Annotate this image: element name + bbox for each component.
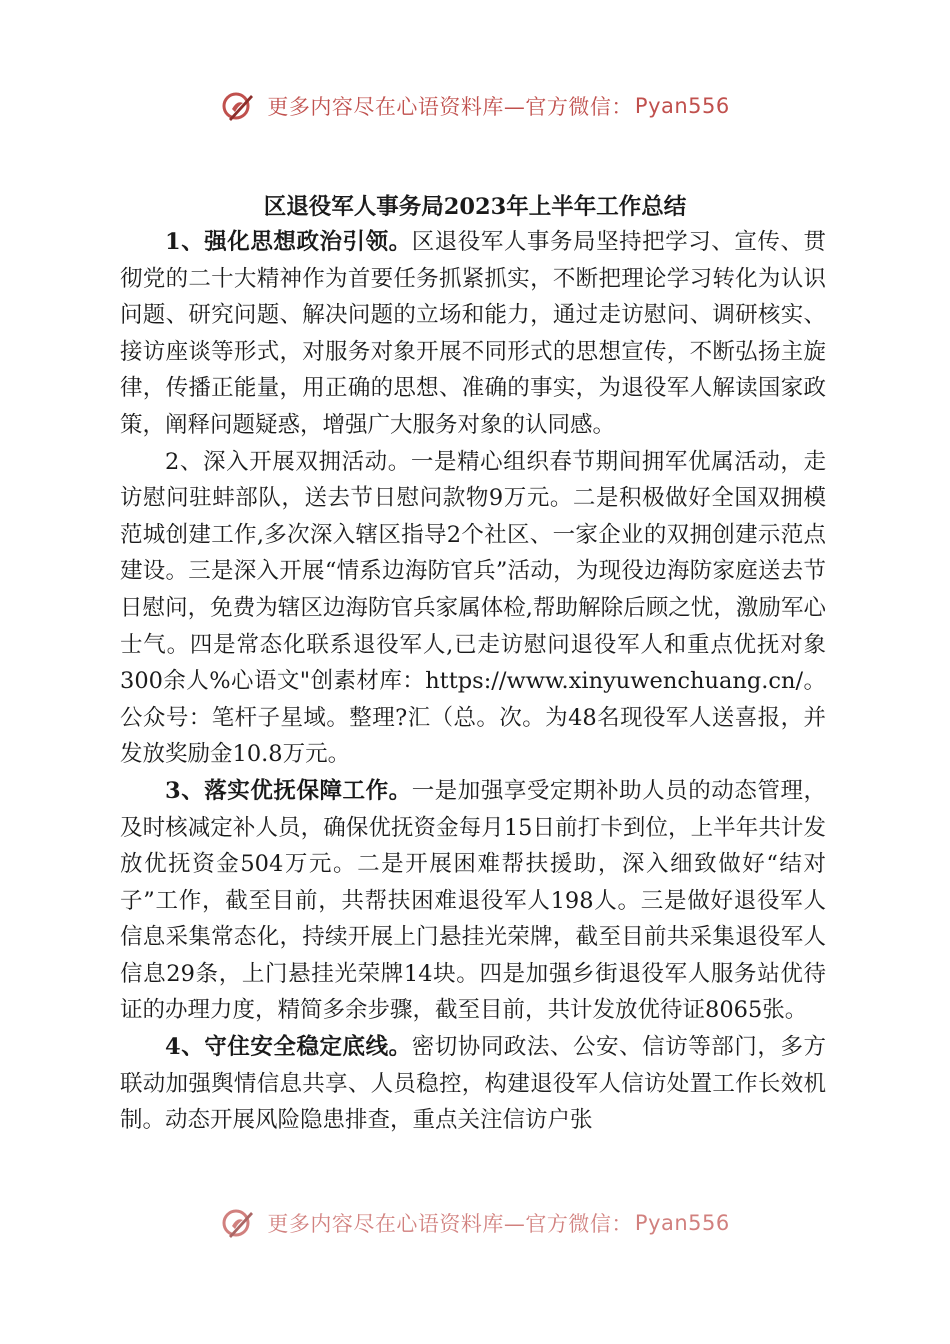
section-4-heading: 4、守住安全稳定底线。 [165, 1034, 412, 1061]
section-4-body: 密切协同政法、公安、信访等部门，多方联动加强舆情信息共享、人员稳控，构建退役军人信访处置工作长效机制。动态开展风险隐患排查，重点关注信访户张 [120, 1034, 826, 1134]
section-3-heading: 3、落实优抚保障工作。 [165, 777, 412, 804]
section-1-heading: 1、强化思想政治引领。 [165, 229, 412, 255]
section-1 [120, 224, 826, 444]
section-3-body: 一是加强享受定期补助人员的动态管理，及时核减定补人员，确保优抚资金每月15日前打卡到位，上半年共计发放优抚资金504万元。二是开展困难帮扶援助，深入细致做好“结对子”工作，截至目前，共帮扶困难退役军人198人。三是做好退役军人信息采集常态化，持续开展上门悬挂光荣牌，截至目前共采集退役军人信息29条，上门悬挂光荣牌14块。四是加强乡街退役军人服务站优待证的办理力度，精简多余步骤，截至目前，共计发放优待证8065张。 [120, 777, 826, 1024]
section-2 [120, 444, 826, 773]
watermark-footer [0, 1205, 950, 1241]
document-title: 区退役军人事务局2023年上半年工作总结 [263, 194, 687, 220]
section-1-body: 区退役军人事务局坚持把学习、宣传、贯彻党的二十大精神作为首要任务抓紧抓实，不断把理论学习转化为认识问题、研究问题、解决问题的立场和能力，通过走访慰问、调研核实、接访座谈等形式，对服务对象开展不同形式的思想宣传，不断弘扬主旋律，传播正能量，用正确的思想、准确的事实，为退役军人解读国家政策，阐释问题疑惑，增强广大服务对象的认同感。 [120, 229, 826, 438]
section-2-heading: 2、深入开展双拥活动。 [165, 448, 411, 475]
pen-logo-icon [220, 88, 256, 124]
section-2-body: 一是精心组织春节期间拥军优属活动，走访慰问驻蚌部队，送去节日慰问款物9万元。二是积极做好全国双拥模范城创建工作,多次深入辖区指导2个社区、一家企业的双拥创建示范点建设。三是深入开展“情系边海防官兵”活动，为现役边海防家庭送去节日慰问，免费为辖区边海防官兵家属体检,帮助解除后顾之忧，激励军心士气。四是常态化联系退役军人,已走访慰问退役军人和重点优抚对象300余人%心语文"创素材库：https://www.xinyuwenchuang.cn/。公众号：笔杆子星域。整理?汇（总。次。为48名现役军人送喜报，并发放奖励金10.8万元。 [120, 448, 826, 768]
watermark-footer-text: 更多内容尽在心语资料库—官方微信： [267, 1212, 633, 1236]
document-body [120, 224, 826, 1139]
watermark-wechat-id: Pyan556 [634, 94, 730, 118]
pen-logo-icon [220, 1205, 256, 1241]
watermark-footer-wechat-id: Pyan556 [634, 1211, 730, 1235]
section-3 [120, 773, 826, 1029]
watermark-text: 更多内容尽在心语资料库—官方微信： [267, 95, 633, 119]
section-4 [120, 1029, 826, 1139]
watermark-header [0, 88, 950, 124]
